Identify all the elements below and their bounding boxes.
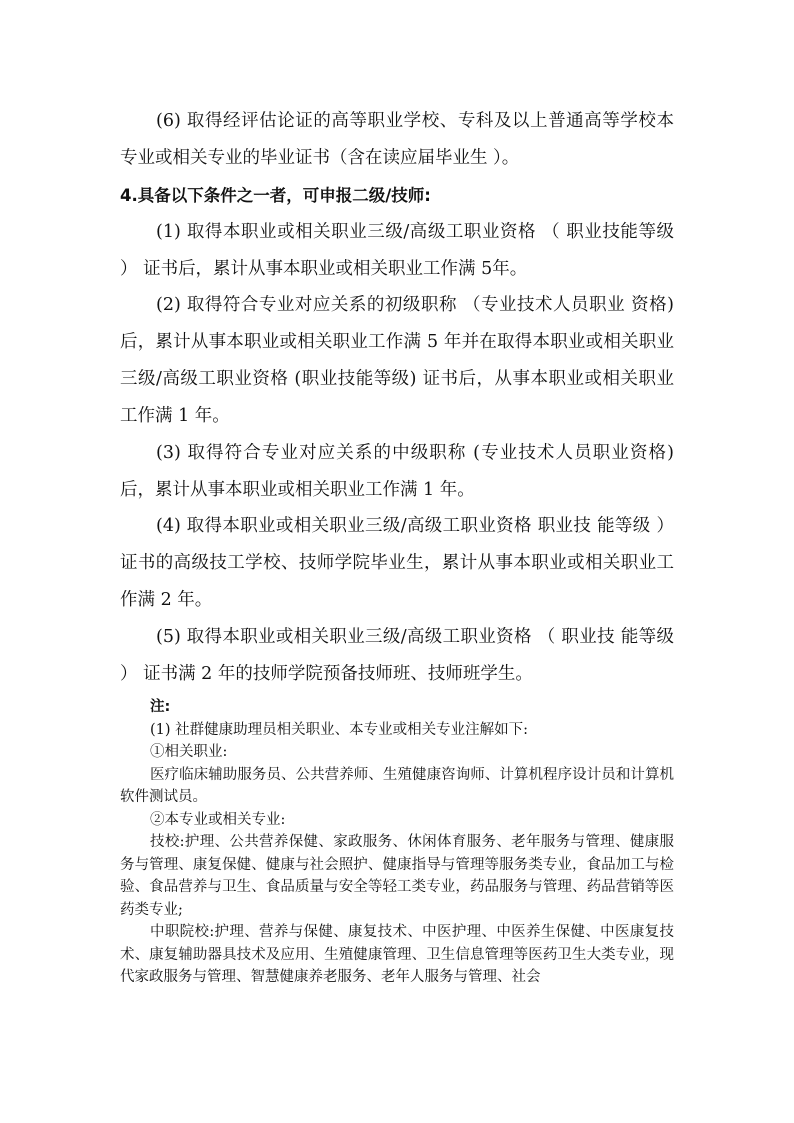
paragraph-condition-3-6: (6) 取得经评估论证的高等职业学校、专科及以上普通高等学校本专业或相关专业的毕业证书（含在读应届毕业生 ）。 <box>120 111 674 168</box>
note-line-related-jobs-title: ①相关职业: <box>150 744 228 760</box>
note-line-related-jobs: 医疗临床辅助服务员、公共营养师、生殖健康咨询师、计算机程序设计员和计算机软件测试员。 <box>120 766 674 805</box>
note-line-majors-title: ②本专业或相关专业: <box>150 811 286 828</box>
note-line-technical-school: 技校:护理、公共营养保健、家政服务、休闲体育服务、老年服务与管理、健康服务与管理、康复保健、健康与社会照护、健康指导与管理等服务类专业，食品加工与检验、食品营养与卫生、食品质量与安全等轻工类专业，药品服务与管理、药品营销等医药类专业; <box>120 834 674 918</box>
paragraph-condition-4-3: (3) 取得符合专业对应关系的中级职称 (专业技术人员职业资格) 后，累计从事本职业或相关职业工作满 1 年。 <box>120 442 674 500</box>
note-line-vocational-school: 中职院校:护理、营养与保健、康复技术、中医护理、中医养生保健、中医康复技术、康复辅助器具技术及应用、生殖健康管理、卫生信息管理等医药卫生大类专业，现代家政服务与管理、智慧健康养老服务、老年人服务与管理、社会 <box>120 924 674 985</box>
section-heading-level-2: 4.具备以下条件之一者，可申报二级/技师: <box>120 185 431 205</box>
paragraph-condition-4-2: (2) 取得符合专业对应关系的初级职称 （专业技术人员职业 资格)后，累计从事本职业或相关职业工作满 5 年并在取得本职业或相关职业三级/高级工职业资格 (职业技能等级) 证书后，从事本职业或相关职业工作满 1 年。 <box>120 295 674 426</box>
paragraph-condition-4-5: (5) 取得本职业或相关职业三级/高级工职业资格 （ 职业技 能等级 ） 证书满 2 年的技师学院预备技师班、技师班学生。 <box>120 626 674 684</box>
notes-title: 注: <box>150 699 171 715</box>
paragraph-condition-4-4: (4) 取得本职业或相关职业三级/高级工职业资格 职业技 能等级 ） 证书的高级技工学校、技师学院毕业生，累计从事本职业或相关职业工作满 2 年。 <box>120 516 674 610</box>
note-line-intro: (1) 社群健康助理员相关职业、本专业或相关专业注解如下: <box>150 721 529 738</box>
notes-section <box>120 696 674 989</box>
paragraph-condition-4-1: (1) 取得本职业或相关职业三级/高级工职业资格 （ 职业技能等级 ） 证书后，累计从事本职业或相关职业工作满 5年。 <box>120 221 674 279</box>
